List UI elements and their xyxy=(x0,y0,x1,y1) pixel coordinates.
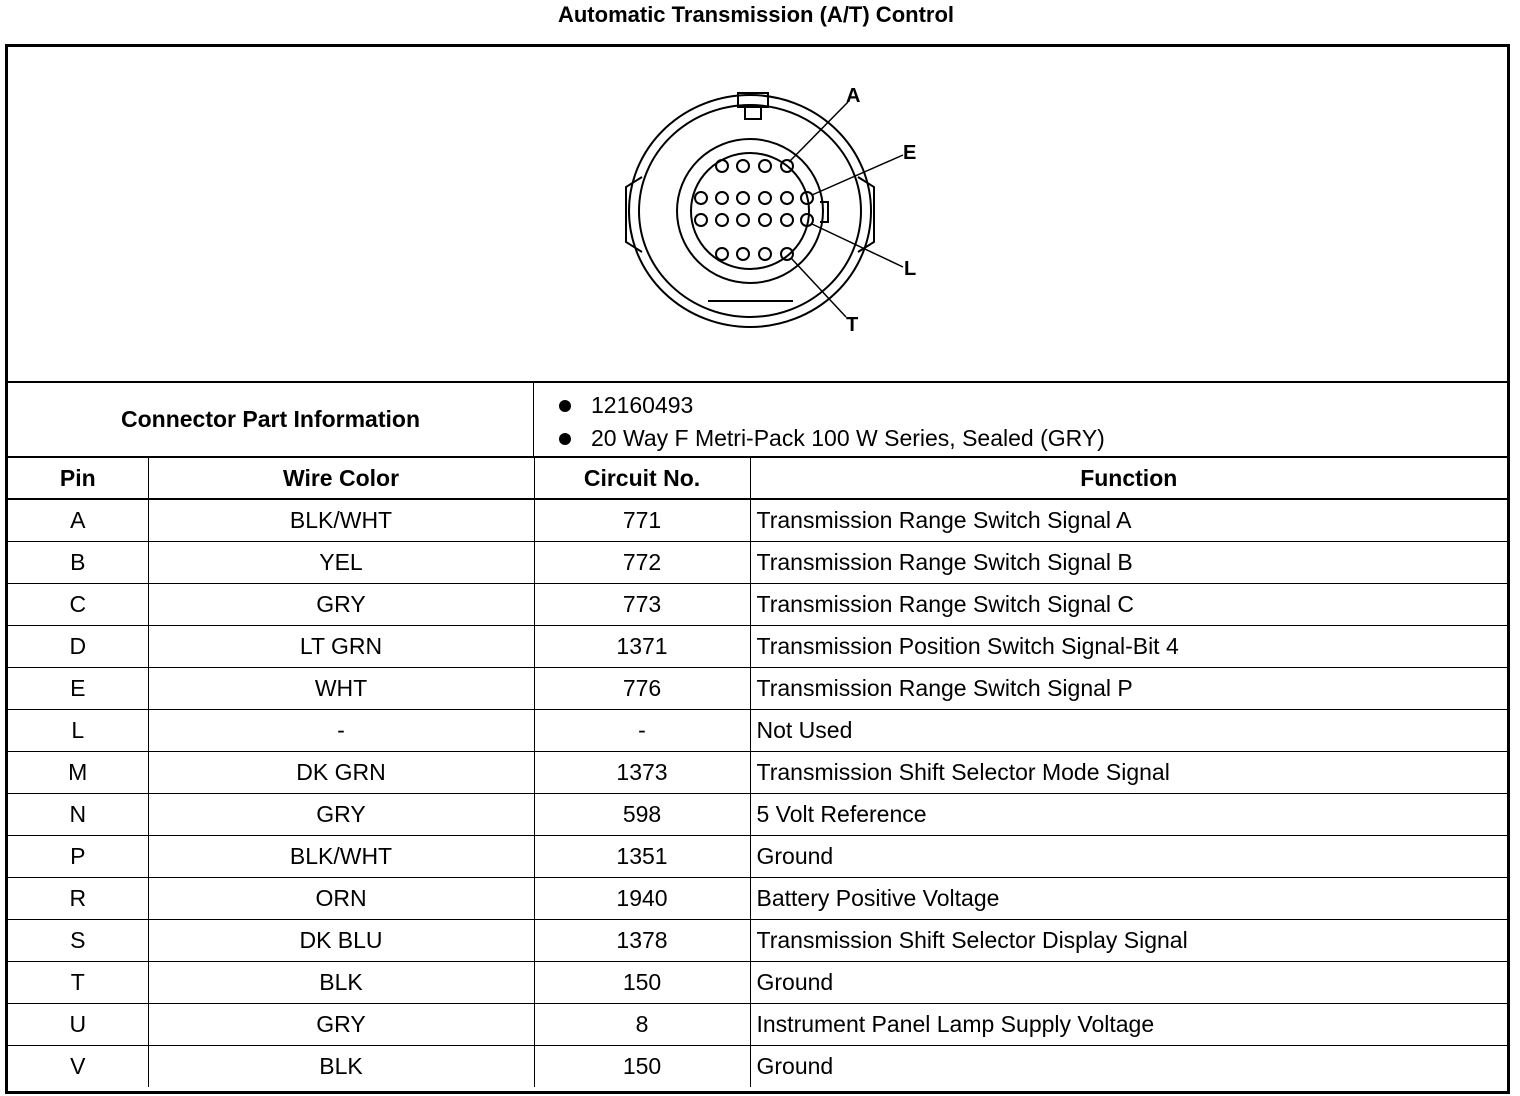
wire-color-cell: YEL xyxy=(148,542,534,584)
circuit-cell: 1371 xyxy=(534,626,750,668)
part-description: 20 Way F Metri-Pack 100 W Series, Sealed (GRY) xyxy=(591,425,1105,451)
pin-cell: S xyxy=(8,920,148,962)
pin-cell: E xyxy=(8,668,148,710)
function-cell: Transmission Position Switch Signal-Bit 4 xyxy=(750,626,1507,668)
wire-color-cell: LT GRN xyxy=(148,626,534,668)
circuit-cell: 150 xyxy=(534,1046,750,1088)
wire-color-cell: GRY xyxy=(148,584,534,626)
wire-color-cell: ORN xyxy=(148,878,534,920)
wire-color-cell: GRY xyxy=(148,1004,534,1046)
column-header-wire-color: Wire Color xyxy=(148,458,534,499)
pin-cell: M xyxy=(8,752,148,794)
table-row xyxy=(8,710,1507,752)
connector-diagram xyxy=(8,47,1507,383)
pin-cell: U xyxy=(8,1004,148,1046)
pin-cell: C xyxy=(8,584,148,626)
pinout-table xyxy=(8,458,1507,1087)
circuit-cell: 772 xyxy=(534,542,750,584)
function-cell: Transmission Range Switch Signal P xyxy=(750,668,1507,710)
table-row xyxy=(8,668,1507,710)
pin-cell: V xyxy=(8,1046,148,1088)
wire-color-cell: WHT xyxy=(148,668,534,710)
circuit-cell: 1351 xyxy=(534,836,750,878)
wire-color-cell: BLK/WHT xyxy=(148,836,534,878)
wire-color-cell: DK BLU xyxy=(148,920,534,962)
pin-cell: N xyxy=(8,794,148,836)
wire-color-cell: - xyxy=(148,710,534,752)
table-row xyxy=(8,1046,1507,1088)
callout-line-t xyxy=(791,258,846,317)
table-row xyxy=(8,1004,1507,1046)
circuit-cell: 776 xyxy=(534,668,750,710)
pin-cell: D xyxy=(8,626,148,668)
function-cell: Transmission Range Switch Signal B xyxy=(750,542,1507,584)
pin-cell: T xyxy=(8,962,148,1004)
table-row xyxy=(8,542,1507,584)
pin-cell: B xyxy=(8,542,148,584)
function-cell: Ground xyxy=(750,1046,1507,1088)
table-row xyxy=(8,499,1507,542)
part-number: 12160493 xyxy=(591,392,694,418)
connector-part-info xyxy=(8,383,1507,458)
pin-cell: A xyxy=(8,499,148,542)
page-title: Automatic Transmission (A/T) Control xyxy=(557,2,955,27)
function-cell: Transmission Shift Selector Display Signal xyxy=(750,920,1507,962)
table-row xyxy=(8,794,1507,836)
callout-label-l: L xyxy=(904,258,917,280)
connector-latch-tab xyxy=(745,107,761,119)
circuit-cell: 1373 xyxy=(534,752,750,794)
table-row xyxy=(8,836,1507,878)
circuit-cell: - xyxy=(534,710,750,752)
callout-label-a: A xyxy=(846,85,861,107)
connector-outer-ring xyxy=(629,95,871,327)
function-cell: Ground xyxy=(750,836,1507,878)
circuit-cell: 773 xyxy=(534,584,750,626)
table-row xyxy=(8,920,1507,962)
wire-color-cell: GRY xyxy=(148,794,534,836)
part-number-item xyxy=(534,389,1105,422)
bullet-icon xyxy=(559,400,571,412)
wire-color-cell: BLK xyxy=(148,962,534,1004)
circuit-cell: 598 xyxy=(534,794,750,836)
table-header-row xyxy=(8,458,1507,499)
connector-pin-cavity xyxy=(677,139,823,283)
wire-color-cell: DK GRN xyxy=(148,752,534,794)
function-cell: Transmission Shift Selector Mode Signal xyxy=(750,752,1507,794)
table-row xyxy=(8,878,1507,920)
circuit-cell: 771 xyxy=(534,499,750,542)
table-row xyxy=(8,626,1507,668)
callout-label-t: T xyxy=(846,314,859,336)
pin-cell: R xyxy=(8,878,148,920)
connector-part-list xyxy=(534,389,1105,455)
function-cell: 5 Volt Reference xyxy=(750,794,1507,836)
function-cell: Instrument Panel Lamp Supply Voltage xyxy=(750,1004,1507,1046)
part-description-item xyxy=(534,422,1105,455)
pin-cell: P xyxy=(8,836,148,878)
callout-label-e: E xyxy=(903,142,917,164)
wire-color-cell: BLK xyxy=(148,1046,534,1088)
function-cell: Transmission Range Switch Signal A xyxy=(750,499,1507,542)
function-cell: Transmission Range Switch Signal C xyxy=(750,584,1507,626)
callout-line-e xyxy=(812,155,903,195)
connector-key-notch xyxy=(820,202,828,222)
column-header-circuit: Circuit No. xyxy=(534,458,750,499)
connector-face-drawing xyxy=(8,47,1507,381)
table-row xyxy=(8,962,1507,1004)
table-row xyxy=(8,752,1507,794)
column-header-function: Function xyxy=(750,458,1507,499)
function-cell: Not Used xyxy=(750,710,1507,752)
circuit-cell: 1940 xyxy=(534,878,750,920)
pin-cell: L xyxy=(8,710,148,752)
table-row xyxy=(8,584,1507,626)
connector-sheet xyxy=(5,44,1510,1094)
connector-part-label: Connector Part Information xyxy=(8,383,534,456)
circuit-cell: 150 xyxy=(534,962,750,1004)
wire-color-cell: BLK/WHT xyxy=(148,499,534,542)
circuit-cell: 8 xyxy=(534,1004,750,1046)
bullet-icon xyxy=(559,433,571,445)
callout-line-l xyxy=(812,224,903,267)
circuit-cell: 1378 xyxy=(534,920,750,962)
function-cell: Battery Positive Voltage xyxy=(750,878,1507,920)
function-cell: Ground xyxy=(750,962,1507,1004)
column-header-pin: Pin xyxy=(8,458,148,499)
